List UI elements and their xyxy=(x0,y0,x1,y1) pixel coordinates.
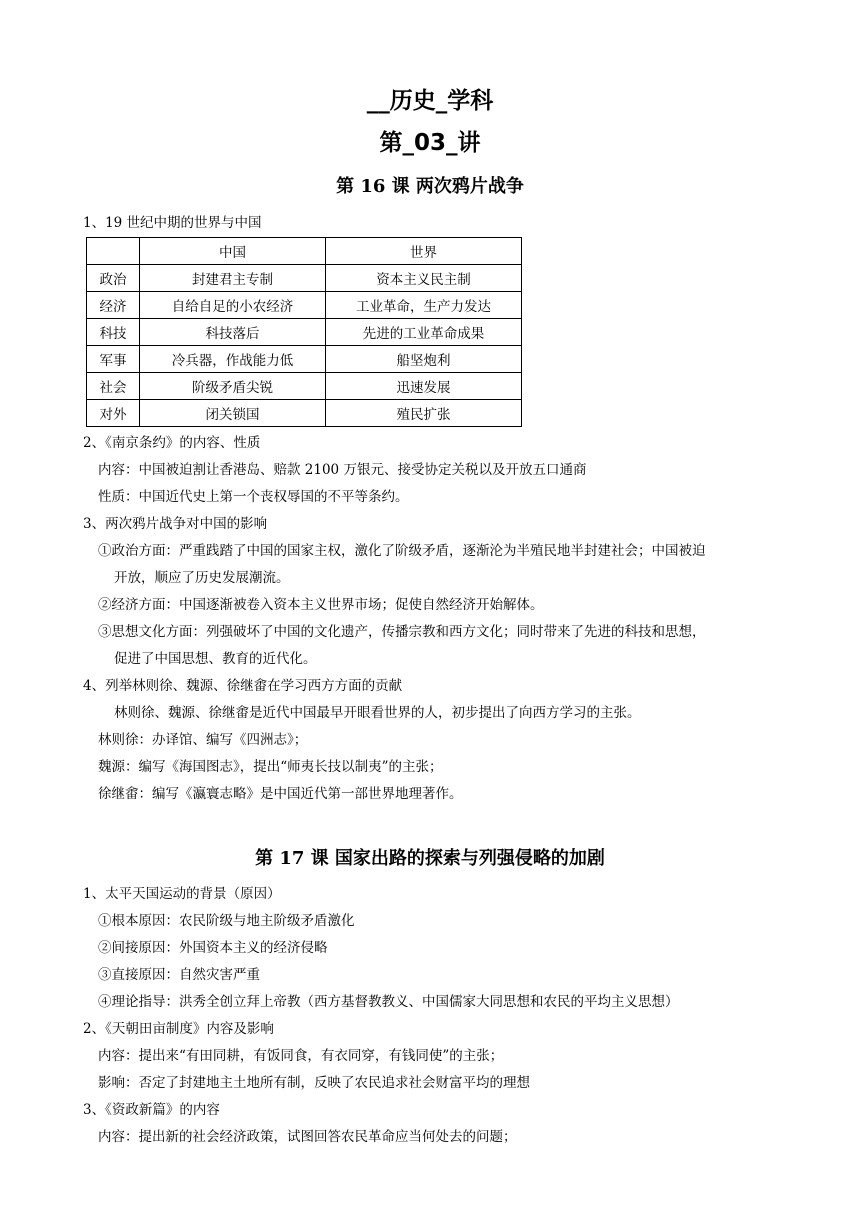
body-text: 林则徐、魏源、徐继畬是近代中国最早开眼看世界的人，初步提出了向西方学习的主张。 xyxy=(114,705,641,721)
body-text: 影响：否定了封建地主土地所有制，反映了农民追求社会财富平均的理想 xyxy=(98,1075,530,1091)
body-text: 魏源：编写《海国图志》，提出“师夷长技以制夷”的主张； xyxy=(98,759,443,775)
subject-title: __历史_学科 xyxy=(366,88,494,114)
body-text: 性质：中国近代史上第一个丧权辱国的不平等条约。 xyxy=(98,489,409,505)
body-text: 内容：提出来“有田同耕，有饭同食，有衣同穿，有钱同使”的主张； xyxy=(98,1048,504,1064)
table-header-row xyxy=(87,238,522,265)
table-cell: 工业革命，生产力发达 xyxy=(326,292,522,319)
table-cell: 殖民扩张 xyxy=(326,400,522,427)
body-text: 内容：中国被迫割让香港岛、赔款 2100 万银元、接受协定关税以及开放五口通商 xyxy=(98,462,587,478)
table-cell: 政治 xyxy=(87,265,140,292)
table-row xyxy=(87,373,522,400)
body-text: ①根本原因：农民阶级与地主阶级矛盾激化 xyxy=(98,913,355,929)
body-text: 内容：提出新的社会经济政策，试图回答农民革命应当何处去的问题； xyxy=(98,1129,517,1145)
table-cell: 阶级矛盾尖锐 xyxy=(140,373,326,400)
table-cell: 先进的工业革命成果 xyxy=(326,319,522,346)
table-row xyxy=(87,346,522,373)
table-cell: 对外 xyxy=(87,400,140,427)
table-cell: 封建君主专制 xyxy=(140,265,326,292)
section-title: 3、《资政新篇》的内容 xyxy=(83,1102,220,1118)
section-title: 2、《天朝田亩制度》内容及影响 xyxy=(83,1021,274,1037)
table-row xyxy=(87,319,522,346)
body-text: ③直接原因：自然灾害严重 xyxy=(98,967,260,983)
table-cell: 科技 xyxy=(87,319,140,346)
body-text: 徐继畬：编写《瀛寰志略》是中国近代第一部世界地理著作。 xyxy=(98,786,463,802)
table-cell: 资本主义民主制 xyxy=(326,265,522,292)
table-cell: 自给自足的小农经济 xyxy=(140,292,326,319)
body-text: 促进了中国思想、教育的近代化。 xyxy=(114,651,317,667)
table-cell: 迅速发展 xyxy=(326,373,522,400)
table-cell: 船坚炮利 xyxy=(326,346,522,373)
table-cell xyxy=(87,238,140,265)
table-cell: 社会 xyxy=(87,373,140,400)
table-row xyxy=(87,265,522,292)
table-row xyxy=(87,400,522,427)
body-text: 林则徐：办译馆、编写《四洲志》； xyxy=(98,732,308,748)
body-text: 开放，顺应了历史发展潮流。 xyxy=(114,570,290,586)
lesson17-heading: 第 17 课 国家出路的探索与列强侵略的加剧 xyxy=(255,848,605,869)
body-text: ③思想文化方面：列强破坏了中国的文化遗产，传播宗教和西方文化；同时带来了先进的科技和思想， xyxy=(98,624,706,640)
comparison-table xyxy=(86,237,522,427)
table-cell: 冷兵器，作战能力低 xyxy=(140,346,326,373)
table-cell: 经济 xyxy=(87,292,140,319)
section-title: 2、《南京条约》的内容、性质 xyxy=(83,435,261,451)
table-cell: 军事 xyxy=(87,346,140,373)
table-cell: 科技落后 xyxy=(140,319,326,346)
body-text: ②间接原因：外国资本主义的经济侵略 xyxy=(98,940,328,956)
table-cell: 中国 xyxy=(140,238,326,265)
section-title: 4、列举林则徐、魏源、徐继畬在学习西方方面的贡献 xyxy=(83,678,403,694)
body-text: ④理论指导：洪秀全创立拜上帝教（西方基督教教义、中国儒家大同思想和农民的平均主义思想） xyxy=(98,994,679,1010)
section-title: 1、19 世纪中期的世界与中国 xyxy=(83,215,262,231)
body-text: ②经济方面：中国逐渐被卷入资本主义世界市场；促使自然经济开始解体。 xyxy=(98,597,544,613)
lesson16-heading: 第 16 课 两次鸦片战争 xyxy=(336,176,524,197)
section-title: 1、太平天国运动的背景（原因） xyxy=(83,886,281,902)
section-title: 3、两次鸦片战争对中国的影响 xyxy=(83,516,268,532)
table-cell: 闭关锁国 xyxy=(140,400,326,427)
lecture-number: 第_03_讲 xyxy=(379,130,481,156)
body-text: ①政治方面：严重践踏了中国的国家主权，激化了阶级矛盾，逐渐沦为半殖民地半封建社会；中国被迫 xyxy=(98,543,706,559)
table-row xyxy=(87,292,522,319)
table-cell: 世界 xyxy=(326,238,522,265)
